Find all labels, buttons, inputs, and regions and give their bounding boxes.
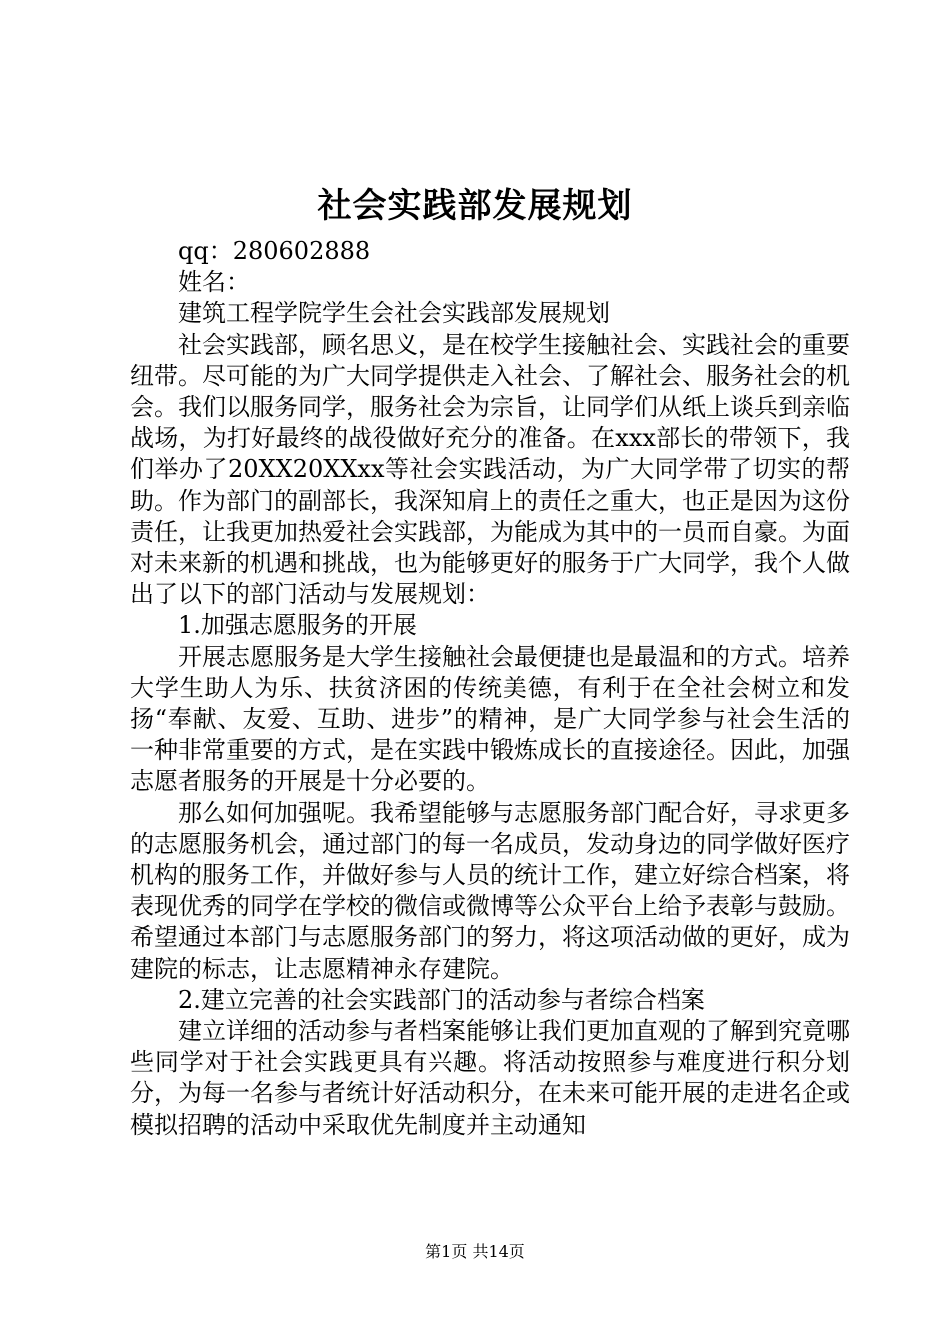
page-footer: 第1页 共14页 [425, 1242, 525, 1261]
name-line: 姓名： [178, 268, 250, 297]
paragraph-volunteer-plan: 那么如何加强呢。我希望能够与志愿服务部门配合好，寻求更多的志愿服务机会，通过部门的每一名成员，发动身边的同学做好医疗机构的服务工作，并做好参与人员的统计工作，建立好综合档案，将表现优秀的同学在学校的微信或微博等公众平台上给予表彰与鼓励。希望通过本部门与志愿服务部门的努力，将这项活动做的更好，成为建院的标志，让志愿精神永存建院。 [130, 798, 850, 983]
qq-line: qq：280602888 [178, 237, 371, 265]
document-subtitle: 建筑工程学院学生会社会实践部发展规划 [178, 299, 610, 328]
section-heading-1: 1.加强志愿服务的开展 [178, 611, 417, 640]
paragraph-volunteer-service: 开展志愿服务是大学生接触社会最便捷也是最温和的方式。培养大学生助人为乐、扶贫济困的传统美德，有利于在全社会树立和发扬“奉献、友爱、互助、进步”的精神，是广大同学参与社会生活的一种非常重要的方式，是在实践中锻炼成长的直接途径。因此，加强志愿者服务的开展是十分必要的。 [130, 642, 850, 796]
section-heading-2: 2.建立完善的社会实践部门的活动参与者综合档案 [178, 985, 705, 1014]
document-body [130, 236, 850, 1141]
paragraph-participant-archive: 建立详细的活动参与者档案能够让我们更加直观的了解到究竟哪些同学对于社会实践更具有兴趣。将活动按照参与难度进行积分划分，为每一名参与者统计好活动积分，在未来可能开展的走进名企或模拟招聘的活动中采取优先制度并主动通知 [130, 1017, 850, 1139]
paragraph-intro: 社会实践部，顾名思义，是在校学生接触社会、实践社会的重要纽带。尽可能的为广大同学提供走入社会、了解社会、服务社会的机会。我们以服务同学，服务社会为宗旨，让同学们从纸上谈兵到亲临战场，为打好最终的战役做好充分的准备。在xxx部长的带领下，我们举办了20XX20XXxx等社会实践活动，为广大同学带了切实的帮助。作为部门的副部长，我深知肩上的责任之重大，也正是因为这份责任，让我更加热爱社会实践部，为能成为其中的一员而自豪。为面对未来新的机遇和挑战，也为能够更好的服务于广大同学，我个人做出了以下的部门活动与发展规划： [130, 330, 850, 609]
document-title: 社会实践部发展规划 [317, 186, 633, 226]
